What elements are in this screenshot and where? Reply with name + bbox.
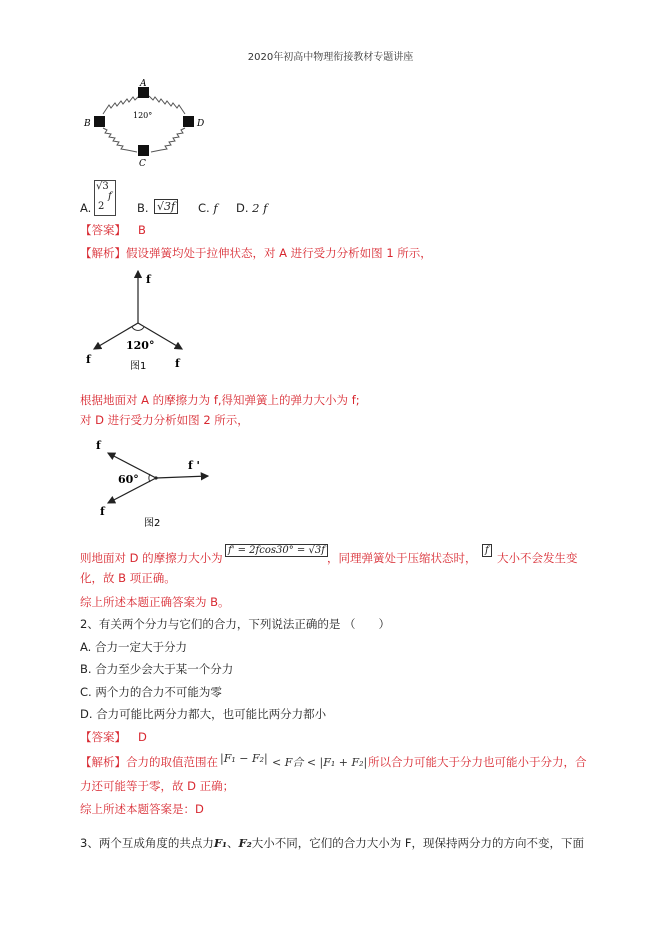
option-b-label[interactable]: B.	[137, 201, 149, 215]
fig1-angle: 120°	[126, 339, 155, 352]
q3-sep: 、	[227, 836, 239, 850]
q3-text-b: 大小不同，它们的合力大小为 F，现保持两分力的方向不变，下面	[251, 836, 585, 850]
q2-analysis-line1	[80, 754, 218, 770]
option-a-f: f	[108, 191, 112, 202]
q1-analysis-line4-math: f' = 2fcos30° = √3f	[225, 544, 328, 557]
q2-analysis-math-b: < F合 < |F₁ + F₂|	[272, 756, 368, 769]
q3-f1: F₁	[213, 836, 228, 850]
q3-f2: F₂	[238, 836, 252, 850]
option-c-label: C.	[198, 201, 210, 215]
q2-analysis-text-b: 所以合力可能大于分力也可能小于分力，合	[368, 755, 587, 769]
q1-answer	[80, 222, 146, 238]
q1-analysis-line6: 综上所述本题正确答案为 B。	[80, 595, 230, 609]
fig2-caption: 图2	[144, 518, 161, 529]
q2-answer-tag: 【答案】	[80, 730, 126, 744]
force-figure-2	[88, 435, 218, 530]
fig1-f-left: f	[86, 353, 91, 366]
spring-diagram	[80, 78, 210, 170]
option-a-den: 2	[98, 201, 105, 212]
q1-analysis-line4c: 大小不会发生变	[497, 551, 578, 565]
fig2-f-right: f '	[188, 459, 200, 472]
label-c: C	[139, 159, 146, 169]
spring-ad	[149, 96, 185, 114]
q2-option-b[interactable]: B. 合力至少会大于某一个分力	[80, 662, 234, 676]
label-d: D	[197, 119, 205, 129]
q2-analysis-math-a: |F₁ − F₂|	[220, 752, 268, 765]
q1-analysis-line2: 根据地面对 A 的摩擦力为 f,得知弹簧上的弹力大小为 f;	[80, 393, 360, 407]
q1-analysis-line4a: 则地面对 D 的摩擦力大小为	[80, 551, 223, 565]
q2-answer	[80, 729, 147, 745]
q2-option-d[interactable]: D. 合力可能比两分力都大，也可能比两分力都小	[80, 707, 327, 721]
q1-analysis-line4b: ，同理弹簧处于压缩状态时，	[327, 551, 477, 565]
q1-answer-tag: 【答案】	[80, 223, 126, 237]
q1-analysis-line1	[80, 245, 432, 261]
option-b-math: √3f	[154, 199, 178, 214]
q2-analysis-line2: 力还可能等于零，故 D 正确；	[80, 779, 235, 793]
fig1-caption: 图1	[130, 361, 147, 372]
label-b: B	[84, 119, 91, 129]
fig1-f-right: f	[175, 357, 180, 370]
fig2-arrow-right	[156, 476, 208, 478]
option-a-math	[94, 180, 116, 216]
option-c[interactable]	[198, 200, 218, 216]
fig2-f-bottom: f	[100, 505, 105, 518]
force-figure-1	[80, 265, 210, 377]
fig2-f-top: f	[96, 439, 101, 452]
spring-dc	[151, 128, 185, 152]
q1-analysis-line5: 化，故 B 项正确。	[80, 571, 176, 585]
q1-analysis-line4-box: f	[482, 544, 492, 557]
q2-answer-value: D	[138, 730, 147, 744]
fig2-angle-arc	[149, 474, 150, 482]
q1-analysis-line3: 对 D 进行受力分析如图 2 所示，	[80, 413, 249, 427]
option-c-text: f	[213, 201, 218, 215]
block-c	[138, 145, 149, 156]
option-a-label[interactable]: A.	[80, 201, 92, 215]
block-b	[94, 116, 105, 127]
q2-analysis-line3: 综上所述本题答案是：D	[80, 802, 204, 816]
option-d[interactable]	[236, 200, 267, 216]
q1-analysis-text1: 假设弹簧均处于拉伸状态，对 A 进行受力分析如图 1 所示，	[126, 246, 432, 260]
option-d-label: D.	[236, 201, 249, 215]
option-d-text: 2 f	[252, 201, 268, 215]
q2-analysis-tag: 【解析】	[80, 755, 126, 769]
q2-stem: 2、有关两个分力与它们的合力，下列说法正确的是 （ ）	[80, 617, 390, 631]
q1-answer-value: B	[138, 223, 146, 237]
label-a: A	[140, 79, 147, 89]
angle-label: 120°	[133, 111, 153, 120]
page-header: 2020年初高中物理衔接教材专题讲座	[247, 52, 414, 63]
q2-option-a[interactable]: A. 合力一定大于分力	[80, 640, 187, 654]
fig2-angle: 60°	[118, 473, 139, 486]
q3-text-a: 3、两个互成角度的共点力	[80, 836, 214, 850]
fig1-angle-arc	[132, 327, 144, 330]
block-d	[183, 116, 194, 127]
spring-bc	[103, 128, 137, 152]
q1-analysis-tag: 【解析】	[80, 246, 126, 260]
option-a-root: √3	[96, 181, 109, 192]
fig1-f-top: f	[146, 273, 151, 286]
q3-stem	[80, 835, 584, 851]
q2-analysis-text-a: 合力的取值范围在	[126, 755, 218, 769]
q2-option-c[interactable]: C. 两个力的合力不可能为零	[80, 685, 222, 699]
